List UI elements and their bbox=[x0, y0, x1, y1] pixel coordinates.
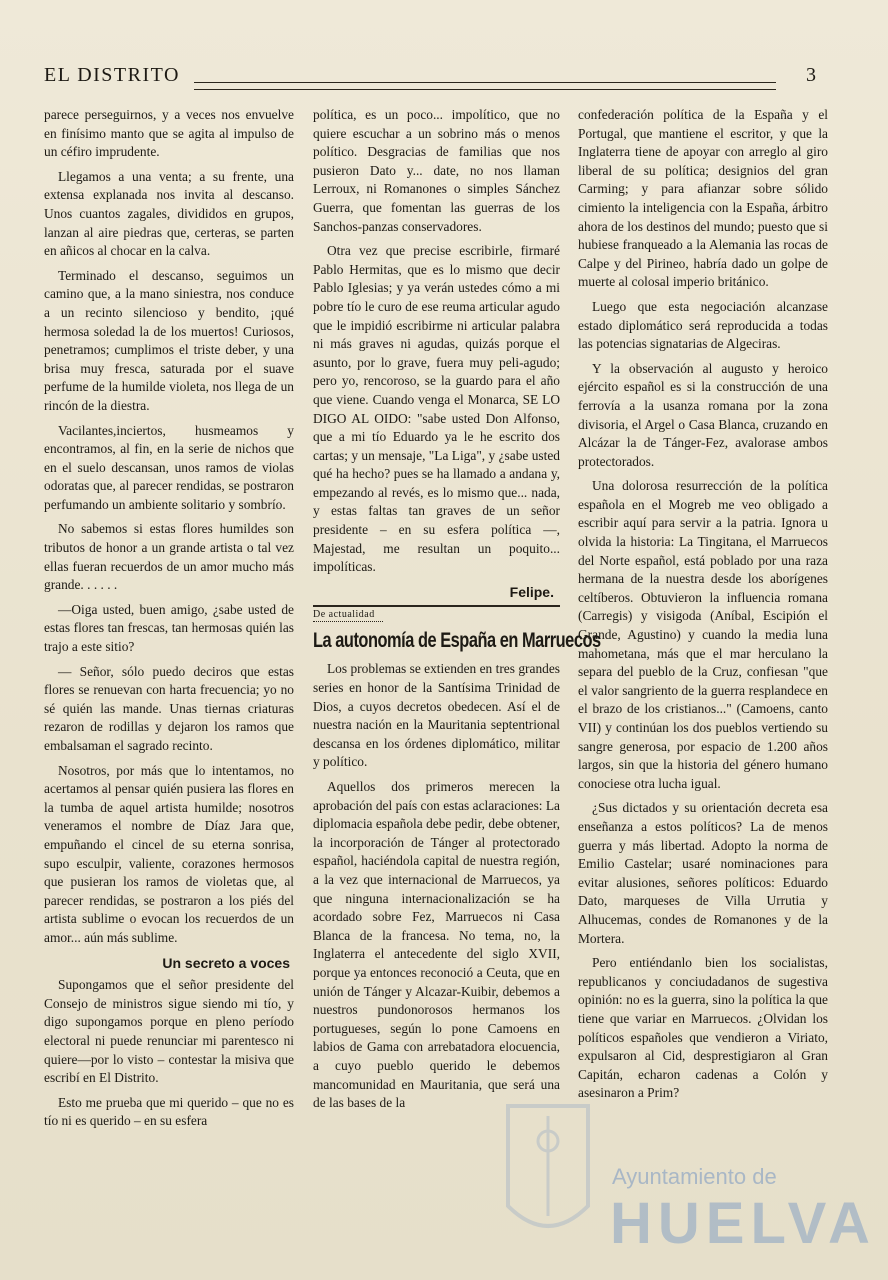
section-label-underline bbox=[313, 621, 383, 622]
paragraph: Llegamos a una venta; a su frente, una extensa explanada nos invita al descanso. Unos cuantos zagales, divididos en grupos, lanzan al aire piedras que, certeras, se parten en añicos al chocar en la calva. bbox=[44, 168, 294, 259]
section-label: De actualidad bbox=[313, 609, 375, 621]
page-header bbox=[44, 64, 816, 94]
paragraph: Aquellos dos primeros merecen la aprobación del país con estas aclaraciones: La diplomacia española debe pedir, debe obtener, la incorporación de Tánger al protectorado español, haciéndola capital de nuestra región, a la vez que internacional de Marruecos, ya que ninguna internacionalización se ha acordado sobre Fez, Marruecos ni Casa Blanca de la francesa. No tema, no, la Inglaterra el antecedente del siglo XVII, porque ya entonces reconoció a Ceuta, que en unión de Tánger y Alcazar-Kuibir, debemos a nuestros pundonorosos hermanos los portugueses, según lo pone Camoens en labios de Gama con arrebatadora elocuencia, a cuyo pueblo querido le debemos mancomunidad en Mauritania, que será una de las bases de la bbox=[313, 779, 560, 1111]
column-2 bbox=[313, 106, 601, 1119]
section-divider bbox=[313, 605, 560, 607]
paragraph: — Señor, sólo puedo deciros que estas flores se renuevan con harta frecuencia; yo no sé quién las mande. Unas tiernas criaturas rezaron de rodillas y dejaron los ramos que embalsaman el sagrado recinto. bbox=[44, 663, 294, 753]
paragraph: Otra vez que precise escribirle, firmaré Pablo Hermitas, que es lo mismo que decir Pablo Iglesias; y ya verán ustedes cómo a mi pobre tío le curo de ese reuma articular agudo que le impidió escribirme ni articular palabra ni más graves ni agudas, quizás porque el asunto, por lo grave, fuera muy peli-agudo; pero yo, rencoroso, se la guardo para el año que viene. Cuando venga el Monarca, SE LO DIGO AL OIDO: "sabe usted Don Alfonso, que a mi tío Eduardo ya le he escrito dos cartas; y un mensaje, "La Liga", y ¿sabe usted qué ha hecho? pues se ha llamado a andana y, empezando al revés, es lo mismo que... nada, y estas faltas tan graves de un señor presidente – en su esfera política —, Majestad, me resultan un poquito... impolíticas. bbox=[313, 243, 560, 575]
paragraph: Nosotros, por más que lo intentamos, no acertamos al pensar quién pusiera las flores en la tumba de aquel artista humilde; nosotros veneramos el nombre de Díaz Jara que, empuñando el cincel de su eterna sonrisa, supo esculpir, valiente, corazones hermosos que pusieran los ramos de violetas que, al parecer rendidas, se postraron a los piés del artista sublime o evocan los recuerdos de un amor... aún más sublime. bbox=[44, 762, 294, 945]
column-3 bbox=[578, 106, 828, 1109]
watermark-line2: HUELVA bbox=[610, 1191, 876, 1256]
paragraph: política, es un poco... impolítico, que no quiere escuchar a un sobrino más o menos político. Desgracias de familias que nos pusieron Dato y... date, no nos llaman Lerroux, ni Romanones o simples Sánchez Guerra, que fomentan las guerras de los Sanchos-panzas conservadores. bbox=[313, 107, 560, 234]
newspaper-title: EL DISTRITO bbox=[44, 64, 180, 86]
paragraph: Luego que esta negociación alcanzase estado diplomático será reproducida a todas las potencias signatarias de Algeciras. bbox=[578, 298, 828, 352]
paragraph: No sabemos si estas flores humildes son tributos de honor a un grande artista o tal vez ellas fueran recuerdos de un amor mucho más grande. . . . . . bbox=[44, 521, 294, 593]
paragraph: —Oiga usted, buen amigo, ¿sabe usted de estas flores tan frescas, tan hermosas quién las trajo a este sitio? bbox=[44, 601, 294, 655]
watermark-line1: Ayuntamiento de bbox=[612, 1164, 777, 1189]
section-heading: Un secreto a voces bbox=[162, 954, 290, 971]
paragraph: Vacilantes,inciertos, husmeamos y encontramos, al fin, en la serie de nichos que en el suelo descansan, unos ramos de violas odoratas que, al parecer rendidas, se postraron perfumando un ambiente solitario y sombrío. bbox=[44, 422, 294, 512]
paragraph: confederación política de la España y el Portugal, que mantiene el escritor, y que la Inglaterra tiene de apoyar con arreglo al giro liberal de su política; designios del gran Carming; y para afianzar sobre sólido cimiento la inteligencia con la España, árbitro ahora de los destinos del mundo; puesto que si hubiese franqueado a la Alemania las rocas de Calpe y del Pirineo, habría dado un golpe de muerte al colosal imperio británico. bbox=[578, 107, 828, 290]
author-signature: Felipe. bbox=[509, 583, 554, 600]
paragraph: Supongamos que el señor presidente del Consejo de ministros sigue siendo mi tío, y digo supongamos porque en pleno período electoral ni puede renunciar mi parentesco ni quiere—por lo visto – contestar la misiva que escribí en El Distrito. bbox=[44, 977, 294, 1086]
column-1 bbox=[44, 106, 294, 1137]
paragraph: Y la observación al augusto y heroico ejército español es si la construcción de una ferrovía a la usanza romana por la zona divisoria, el Argel o Casa Blanca, cruzando en Alcázar la de Tánger-Fez, avalorase ambos protectorados. bbox=[578, 360, 828, 469]
paragraph: ¿Sus dictados y su orientación decreta esa enseñanza a estos políticos? La de menos guerra y más libertad. Adopto la norma de Emilio Castelar; usaré nominaciones para evitar alusiones, señores políticos: Eduardo Dato, marqueses de Villa Urrutia y Alhucemas, condes de Romanones y de la Mortera. bbox=[578, 800, 828, 946]
paragraph: Pero entiéndanlo bien los socialistas, republicanos y conciudadanos de sugestiva opinión: no es la guerra, sino la política la que tiene que variar en Marruecos. ¿Olvidan los políticos españoles que vendieron a Viriato, expulsaron al Cid, desprestigiaron al Gran Capitán, echaron cadenas a Colón y asesinaron a Prim? bbox=[578, 955, 828, 1101]
page-number: 3 bbox=[806, 64, 816, 86]
paragraph: Esto me prueba que mi querido – que no es tío ni es querido – en su esfera bbox=[44, 1094, 294, 1129]
article-title: La autonomía de España en Marruecos bbox=[313, 629, 601, 653]
paragraph: Terminado el descanso, seguimos un camino que, a la mano siniestra, nos conduce a un recinto silencioso y bendito, ¡qué hermosa soledad la de los muertos! Curiosos, penetramos; cumplimos el triste deber, y una brisa muy fresca, saturada por el suave perfume de la humilde violeta, nos llega de un rincón de la diestra. bbox=[44, 267, 294, 413]
paragraph: parece perseguirnos, y a veces nos envuelve en finísimo manto que se agita al impulso de un céfiro imprudente. bbox=[44, 107, 294, 160]
paragraph: Los problemas se extienden en tres grandes series en honor de la Santísima Trinidad de Dios, a cuyos decretos obedecen. Así el de nuestra nación en la Mauritania septentrional descansa en los órdenes diplomático, militar y político. bbox=[313, 661, 560, 770]
header-rule bbox=[194, 82, 776, 90]
paragraph: Una dolorosa resurrección de la política española en el Mogreb me veo obligado a escribir aquí para servir a la patria. Ignora u olvida la historia: La Tingitana, el Marruecos del Norte español, está poblado por una raza hermana de la nuestra desde los aborígenes celtíberos. Obtuvieron la influencia romana (Carregis) y visigoda (Aníbal, Escipión el Grande, Agustino) y cuando la media luna mahometana, más que el mar herculano la separa del pueblo de la Cruz, confiesan "que el valor sangriento de la guerra resplandece en el brazo de los cristianos..." (Camoens, canto VII) y continúan los dos pueblos vertiendo su sangre generosa, por espacio de 1.200 años largos, sin que la historia del género humano conociese otra lucha igual. bbox=[578, 478, 828, 791]
